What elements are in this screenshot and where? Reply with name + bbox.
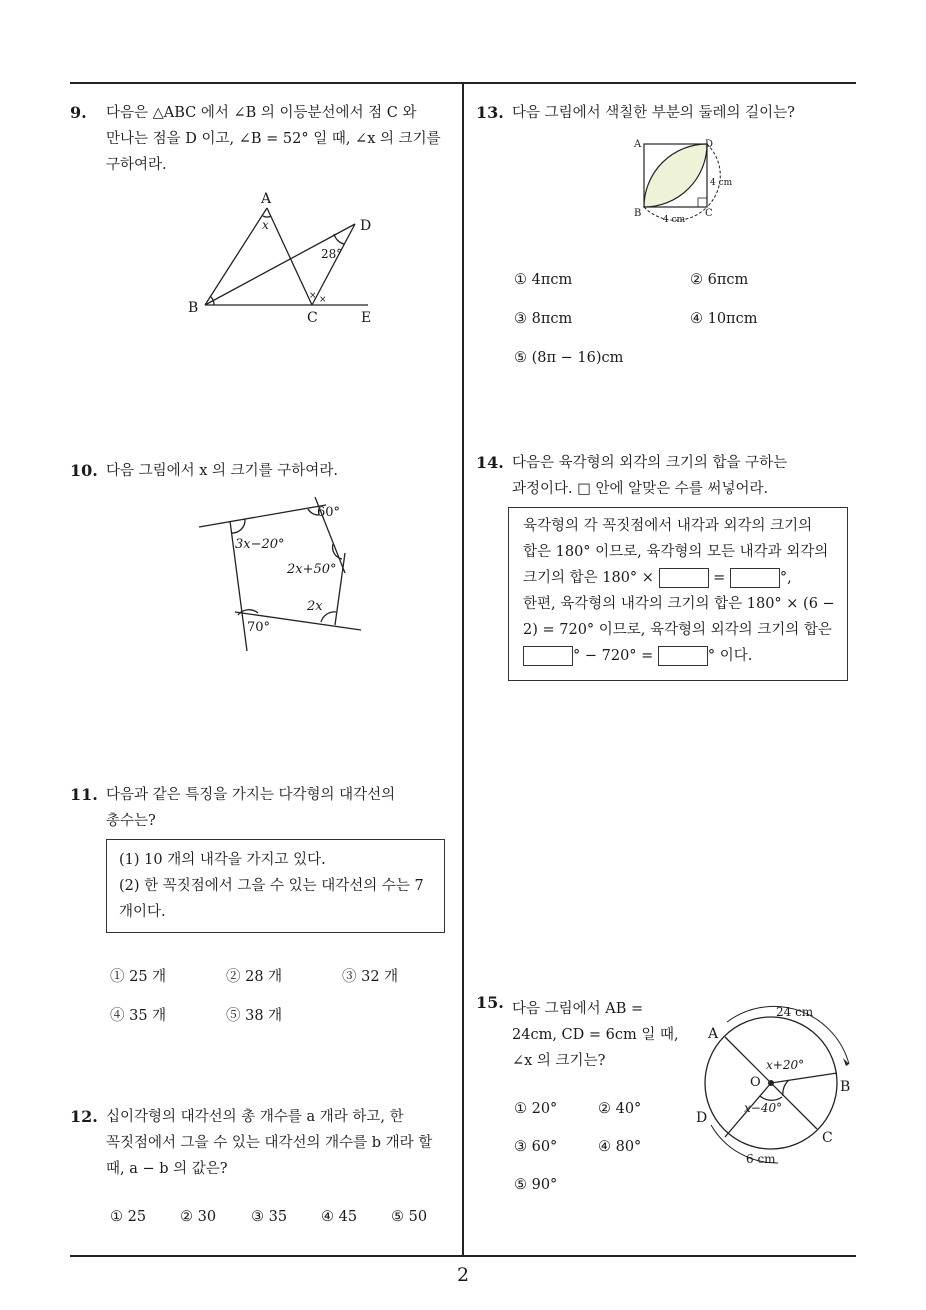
label-C: C — [307, 310, 318, 326]
question-12-text — [106, 1104, 432, 1182]
question-number: 10. — [70, 461, 98, 480]
option-1[interactable]: ① 4πcm — [514, 272, 573, 288]
option-3[interactable]: ③ 60° — [514, 1139, 558, 1155]
angle-3x-20: 3x−20° — [235, 537, 285, 552]
question-13-text: 다음 그림에서 색칠한 부분의 둘레의 길이는? — [512, 105, 795, 121]
option-4[interactable]: ④ 10πcm — [690, 311, 758, 327]
option-4[interactable]: ④ 45 — [321, 1209, 358, 1225]
answer-blank[interactable] — [658, 646, 708, 666]
label-D: D — [696, 1110, 708, 1126]
text-line: 육각형의 각 꼭짓점에서 내각과 외각의 크기의 — [523, 518, 813, 534]
angle-2x: 2x — [307, 599, 323, 614]
circle-figure — [690, 1000, 860, 1170]
process-box — [508, 507, 848, 681]
option-5[interactable]: ⑤ 38 개 — [226, 1008, 283, 1024]
angle-60: 60° — [317, 505, 341, 520]
text-line: 과정이다. □ 안에 알맞은 수를 써넣어라. — [512, 481, 769, 497]
triangle-figure — [180, 188, 390, 328]
question-14-text — [512, 450, 787, 502]
question-11-text — [106, 782, 395, 834]
option-4[interactable]: ④ 35 개 — [110, 1008, 167, 1024]
angle-28: 28° — [321, 247, 343, 261]
label-B: B — [188, 300, 199, 316]
angle-2x-50: 2x+50° — [287, 562, 337, 577]
label-C: C — [822, 1130, 833, 1146]
bottom-label: 4 cm — [663, 215, 686, 225]
pentagon-figure — [195, 495, 370, 655]
text-line: 다음은 육각형의 외각의 크기의 합을 구하는 — [512, 455, 788, 471]
label-O: O — [750, 1075, 761, 1090]
text-line: ° − 720° = ° 이다. — [523, 643, 847, 669]
bottom-rule — [70, 1255, 856, 1257]
answer-blank[interactable] — [523, 646, 573, 666]
text-line: 만나는 점을 D 이고, ∠B = 52° 일 때, ∠x 의 크기를 — [106, 131, 441, 147]
label-C: C — [705, 208, 713, 219]
text-line: 크기의 합은 180° × = °, — [523, 570, 792, 586]
label-A: A — [261, 191, 272, 207]
label-D: D — [705, 139, 714, 150]
text-line: 구하여라. — [106, 157, 167, 173]
label-D: D — [360, 218, 372, 234]
question-9-text — [106, 100, 441, 178]
text-line: 합은 180° 이므로, 육각형의 모든 내각과 외각의 — [523, 544, 829, 560]
question-number: 14. — [476, 453, 504, 472]
column-divider — [462, 82, 464, 1256]
option-3[interactable]: ③ 8πcm — [514, 311, 573, 327]
option-2[interactable]: ② 6πcm — [690, 272, 749, 288]
text-line: 한편, 육각형의 내각의 크기의 합은 180° × (6 − — [523, 596, 835, 612]
arc-label-6cm: 6 cm — [746, 1152, 776, 1166]
text-line: 개이다. — [119, 904, 166, 920]
option-2[interactable]: ② 40° — [598, 1101, 642, 1117]
option-5[interactable]: ⑤ (8π − 16)cm — [514, 350, 624, 366]
option-5[interactable]: ⑤ 90° — [514, 1177, 558, 1193]
option-3[interactable]: ③ 35 — [251, 1209, 288, 1225]
bisect-mark: × — [309, 291, 317, 301]
label-x: x — [262, 218, 269, 232]
label-B: B — [840, 1079, 851, 1095]
text-line: 십이각형의 대각선의 총 개수를 a 개라 하고, 한 — [106, 1109, 404, 1125]
option-1[interactable]: ① 25 개 — [110, 969, 167, 985]
angle-x-plus-20: x+20° — [766, 1058, 805, 1072]
side-label: 4 cm — [710, 178, 733, 188]
answer-blank[interactable] — [730, 568, 780, 588]
angle-70: 70° — [247, 620, 271, 635]
condition-box — [106, 839, 445, 933]
option-1[interactable]: ① 20° — [514, 1101, 558, 1117]
answer-blank[interactable] — [659, 568, 709, 588]
text-line: 2) = 720° 이므로, 육각형의 외각의 크기의 합은 — [523, 622, 832, 638]
question-number: 11. — [70, 785, 98, 804]
question-number: 13. — [476, 103, 504, 122]
arc-label-24cm: 24 cm — [776, 1005, 814, 1019]
text-line: 다음은 △ABC 에서 ∠B 의 이등분선에서 점 C 와 — [106, 105, 417, 121]
question-10-text: 다음 그림에서 x 의 크기를 구하여라. — [106, 463, 338, 479]
text-line: 다음 그림에서 AB = — [512, 1001, 644, 1017]
text-line: (2) 한 꼭짓점에서 그을 수 있는 대각선의 수는 7 — [119, 878, 424, 894]
option-4[interactable]: ④ 80° — [598, 1139, 642, 1155]
angle-x-minus-40: x−40° — [744, 1101, 783, 1115]
option-5[interactable]: ⑤ 50 — [391, 1209, 428, 1225]
question-number: 9. — [70, 103, 87, 122]
text-line: 24cm, CD = 6cm 일 때, — [512, 1027, 679, 1043]
option-1[interactable]: ① 25 — [110, 1209, 147, 1225]
question-15-text — [512, 996, 679, 1074]
label-A: A — [708, 1026, 719, 1042]
question-number: 15. — [476, 993, 504, 1012]
label-A: A — [634, 139, 642, 150]
text-line: (1) 10 개의 내각을 가지고 있다. — [119, 852, 326, 868]
question-number: 12. — [70, 1107, 98, 1126]
text-line: 총수는? — [106, 813, 156, 829]
label-B: B — [634, 208, 642, 219]
square-figure — [630, 136, 740, 228]
option-2[interactable]: ② 30 — [180, 1209, 217, 1225]
page-number: 2 — [456, 1264, 470, 1286]
label-E: E — [361, 310, 372, 326]
text-line: 다음과 같은 특징을 가지는 다각형의 대각선의 — [106, 787, 396, 803]
option-3[interactable]: ③ 32 개 — [342, 969, 399, 985]
text-line: 때, a − b 의 값은? — [106, 1161, 228, 1177]
bisect-mark: × — [319, 295, 327, 305]
text-line: 꼭짓점에서 그을 수 있는 대각선의 개수를 b 개라 할 — [106, 1135, 433, 1151]
option-2[interactable]: ② 28 개 — [226, 969, 283, 985]
text-line: ∠x 의 크기는? — [512, 1053, 606, 1069]
